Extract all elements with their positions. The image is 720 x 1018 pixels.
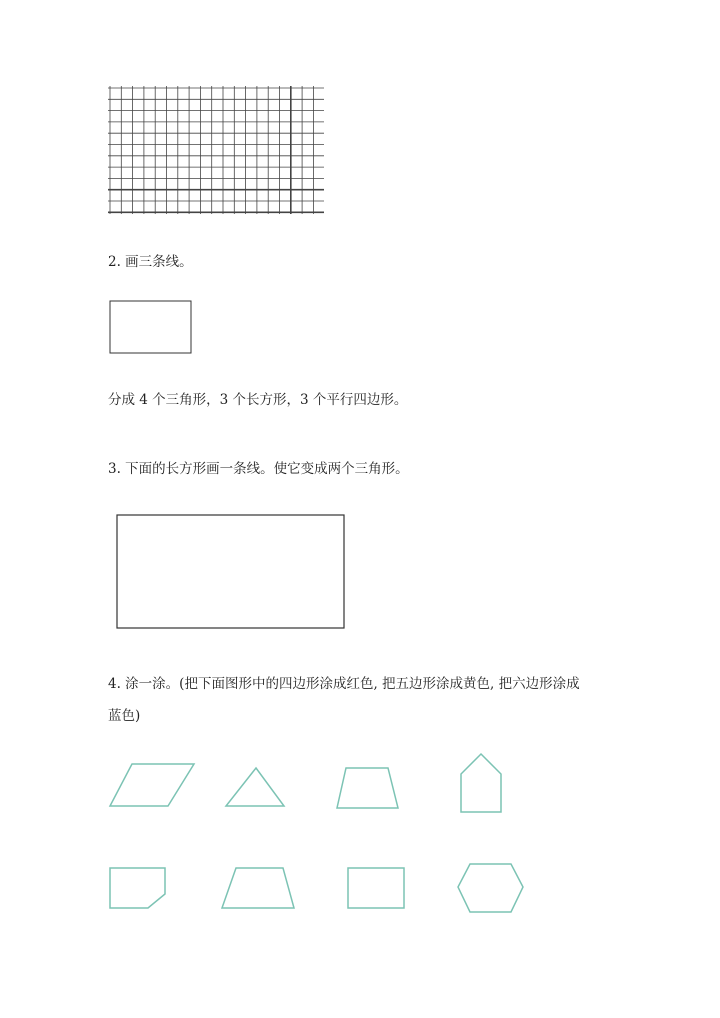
shapes-row-2 [106, 860, 526, 920]
rectangle-shape[interactable] [348, 868, 404, 908]
small-rectangle [109, 300, 193, 356]
hexagon-shape[interactable] [458, 864, 523, 912]
question-4-title-line2: 蓝色) [108, 708, 141, 724]
trapezoid-shape-2[interactable] [222, 868, 294, 908]
question-2-title: 2. 画三条线。 [108, 254, 193, 270]
question-3-title: 3. 下面的长方形画一条线。使它变成两个三角形。 [108, 461, 409, 477]
trapezoid-shape[interactable] [337, 768, 398, 808]
parallelogram-shape[interactable] [110, 764, 194, 806]
pentagon-house-shape[interactable] [461, 754, 501, 812]
question-2-instruction: 分成 4 个三角形，3 个长方形，3 个平行四边形。 [108, 392, 408, 408]
pentagon-cut-corner-shape[interactable] [110, 868, 165, 908]
grid-figure [108, 86, 328, 216]
triangle-shape[interactable] [226, 768, 284, 806]
shapes-row-1 [106, 752, 526, 822]
large-rectangle [116, 514, 346, 630]
question-4-title-line1: 4. 涂一涂。(把下面图形中的四边形涂成红色, 把五边形涂成黄色, 把六边形涂成 [108, 676, 580, 692]
